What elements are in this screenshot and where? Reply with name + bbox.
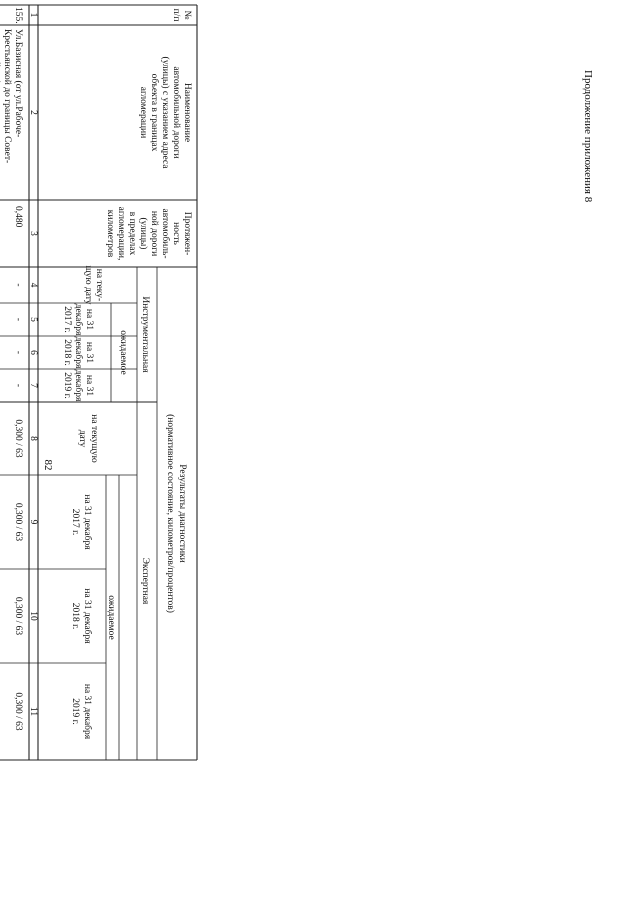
header-column-number: 2 xyxy=(28,110,38,115)
row-value-c4: - xyxy=(13,283,23,287)
header-col-length: ность xyxy=(171,222,181,245)
header-current-instr: щую дату xyxy=(83,265,93,305)
header-col-length: Протяжен- xyxy=(182,211,192,256)
header-col-number: п/п xyxy=(171,8,181,22)
header-expected-expert: ожидаемое xyxy=(106,595,116,640)
header-dec2019-expert: 2019 г. xyxy=(70,698,80,725)
header-col-number: № xyxy=(182,10,192,20)
header-col-length: агломерации, xyxy=(116,206,126,261)
header-results: Результаты диагностики xyxy=(177,464,187,563)
header-col-length: (улицы) xyxy=(138,217,148,250)
header-col-length: автомобиль- xyxy=(160,208,170,259)
header-col-name: (улицы) с указанием адреса xyxy=(160,56,170,169)
header-column-number: 3 xyxy=(28,231,38,236)
row-value-c9: 0,300 / 63 xyxy=(13,502,23,542)
header-column-number: 4 xyxy=(28,282,38,288)
header-col-name: агломерации xyxy=(138,86,148,139)
header-dec2019-instr: на 31 xyxy=(84,374,94,397)
header-current-expert: дату xyxy=(77,429,87,448)
header-dec2018-expert: 2018 г. xyxy=(70,602,80,630)
header-dec2019-instr: 2019 г. xyxy=(62,372,72,399)
row-length: 0,480 xyxy=(13,206,23,228)
row-road-name xyxy=(0,29,2,84)
continuation-caption: Продолжение приложения 8 xyxy=(582,70,594,203)
header-dec2017-instr: 2017 г. xyxy=(62,306,72,333)
header-column-number: 8 xyxy=(28,436,38,441)
row-road-name: Ул.Базисная (от ул.Рабоче- xyxy=(13,29,23,138)
header-col-length: ной дороги xyxy=(149,210,159,257)
page-number: 82 xyxy=(42,459,54,471)
header-dec2018-expert: на 31 декабря xyxy=(82,588,92,644)
header-dec2018-instr: 2018 г. xyxy=(62,339,72,366)
header-expert: Экспертная xyxy=(140,557,150,605)
header-current-instr: на теку- xyxy=(94,268,104,302)
header-instrumental: Инструментальная xyxy=(140,296,150,373)
header-column-number: 7 xyxy=(28,383,38,388)
header-results: (нормативное состояние, километров/процентов) xyxy=(165,414,175,613)
header-column-number: 10 xyxy=(28,611,38,621)
diagnostics-table xyxy=(0,5,197,760)
header-dec2018-instr: на 31 xyxy=(84,341,94,364)
row-road-name: Крестьянской до границы Совет- xyxy=(2,29,12,164)
row-value-c11: 0,300 / 63 xyxy=(13,692,23,731)
header-dec2017-expert: на 31 декабря xyxy=(82,494,92,550)
header-column-number: 9 xyxy=(28,519,38,525)
header-dec2019-expert: на 31 декабря xyxy=(82,683,92,740)
row-value-c5: - xyxy=(13,317,23,322)
header-column-number: 5 xyxy=(28,317,38,322)
header-col-length: в пределах xyxy=(127,211,137,256)
row-value-c7: - xyxy=(13,383,23,388)
header-column-number: 11 xyxy=(28,706,38,717)
row-value-c6: - xyxy=(13,350,23,355)
header-expected-instr: ожидаемое xyxy=(118,330,128,375)
header-dec2019-instr: декабря xyxy=(73,369,83,402)
header-current-expert: на текущую xyxy=(89,414,99,463)
row-value-c10: 0,300 / 63 xyxy=(13,596,23,636)
header-dec2017-expert: 2017 г. xyxy=(70,508,80,536)
header-col-name: автомобильной дороги xyxy=(171,66,181,159)
row-value-c8: 0,300 / 63 xyxy=(13,419,23,458)
header-column-number: 6 xyxy=(28,350,38,355)
header-col-name: объекта в границах xyxy=(149,73,159,152)
header-column-number: 1 xyxy=(28,12,38,18)
header-col-name: Наименование xyxy=(182,82,192,143)
header-dec2018-instr: декабря xyxy=(73,336,83,369)
header-col-length: километров xyxy=(105,209,115,258)
row-number: 155. xyxy=(13,7,23,24)
header-dec2017-instr: декабря xyxy=(73,303,83,336)
header-dec2017-instr: на 31 xyxy=(84,308,94,331)
